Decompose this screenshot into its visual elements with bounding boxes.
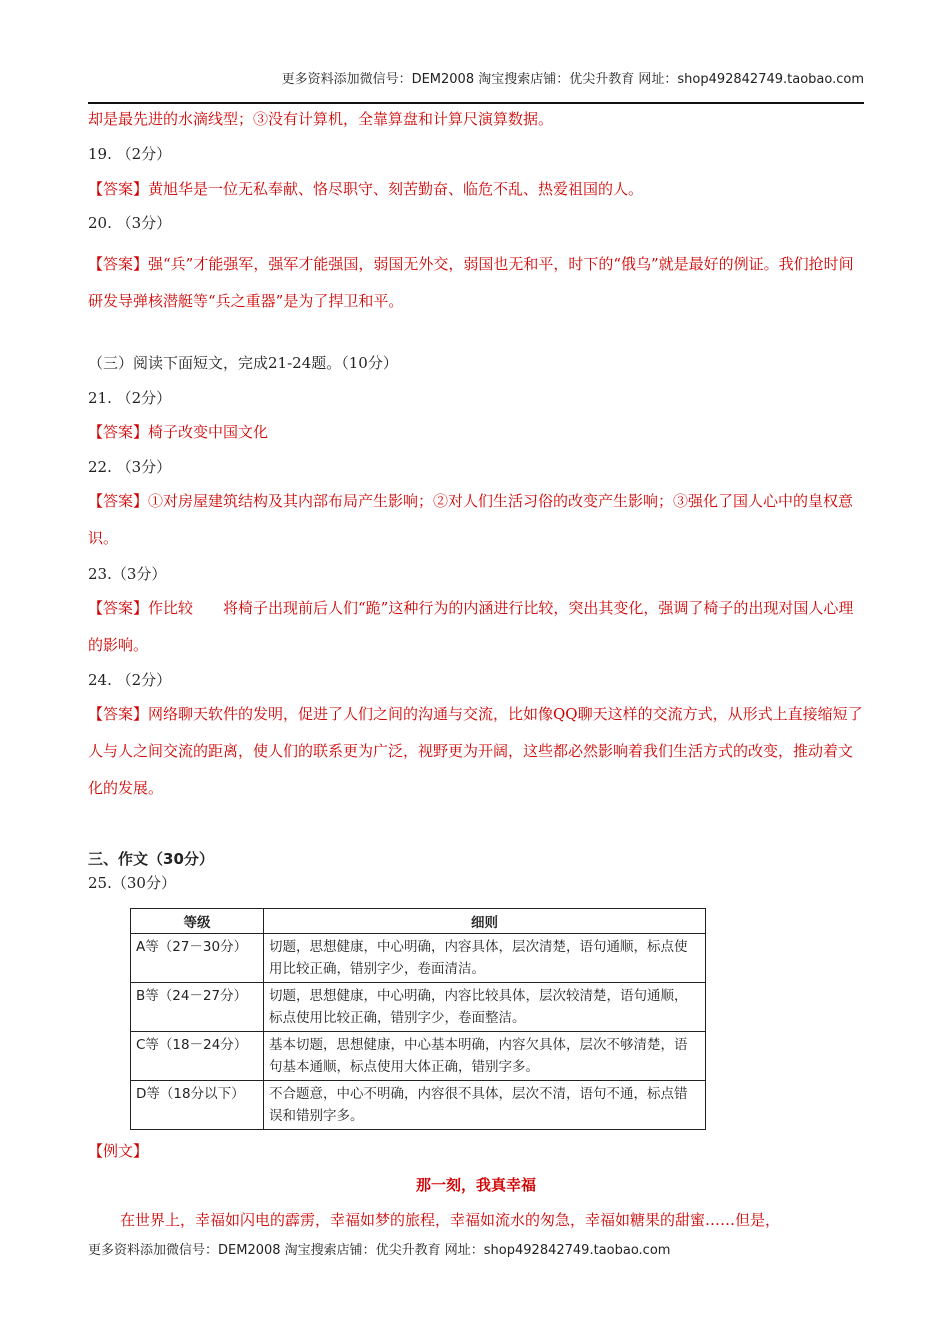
table-row: [131, 1081, 706, 1130]
question-19: 19. （2分）: [88, 145, 172, 163]
question-23: 23.（3分）: [88, 565, 167, 583]
essay-section-heading: 三、作文（30分）: [88, 850, 214, 868]
criteria-cell: 不合题意，中心不明确，内容很不具体，层次不清，语句不通，标点错误和错别字多。: [264, 1081, 706, 1130]
answer-19: 【答案】黄旭华是一位无私奉献、恪尽职守、刻苦勤奋、临危不乱、热爱祖国的人。: [88, 180, 644, 198]
question-25: 25.（30分）: [88, 874, 176, 892]
question-21: 21. （2分）: [88, 389, 172, 407]
section-3-heading: （三）阅读下面短文，完成21-24题。（10分）: [88, 354, 398, 372]
table-row: [131, 1032, 706, 1081]
page-footer: [88, 1239, 670, 1258]
criteria-cell: 基本切题，思想健康，中心基本明确，内容欠具体，层次不够清楚，语句基本通顺，标点使用大体正确，错别字多。: [264, 1032, 706, 1081]
grading-table: [130, 908, 706, 1130]
grade-cell: A等（27－30分）: [131, 934, 264, 983]
criteria-cell: 切题，思想健康，中心明确，内容比较具体，层次较清楚，语句通顺，标点使用比较正确，错别字少，卷面整洁。: [264, 983, 706, 1032]
grade-cell: B等（24－27分）: [131, 983, 264, 1032]
answer-24: 【答案】网络聊天软件的发明，促进了人们之间的沟通与交流，比如像QQ聊天这样的交流方式，从形式上直接缩短了人与人之间交流的距离，使人们的联系更为广泛，视野更为开阔，这些都必然影响着我们生活方式的改变，推动着文化的发展。: [88, 705, 863, 797]
header-text: 更多资料添加微信号：DEM2008 淘宝搜索店铺：优尖升教育 网址：shop492842749.taobao.com: [281, 72, 864, 87]
example-label: 【例文】: [88, 1142, 149, 1160]
header-criteria: 细则: [264, 909, 706, 934]
table-row: [131, 934, 706, 983]
answer-21: 【答案】椅子改变中国文化: [88, 423, 269, 441]
criteria-cell: 切题，思想健康，中心明确，内容具体，层次清楚，语句通顺，标点使用比较正确，错别字少，卷面清洁。: [264, 934, 706, 983]
answer-23: 【答案】作比较 将椅子出现前后人们“跪”这种行为的内涵进行比较，突出其变化，强调了椅子的出现对国人心理的影响。: [88, 599, 854, 654]
table-header-row: [131, 909, 706, 934]
page-header: [88, 66, 864, 104]
header-grade: 等级: [131, 909, 264, 934]
continued-answer-line: 却是最先进的水滴线型；③没有计算机，全靠算盘和计算尺演算数据。: [88, 110, 554, 128]
example-first-line: 在世界上，幸福如闪电的霹雳，幸福如梦的旅程，幸福如流水的匆急，幸福如糖果的甜蜜……但是，: [120, 1211, 781, 1229]
answer-22: 【答案】①对房屋建筑结构及其内部布局产生影响；②对人们生活习俗的改变产生影响；③强化了国人心中的皇权意识。: [88, 492, 854, 547]
question-24: 24. （2分）: [88, 671, 172, 689]
example-title: 那一刻，我真幸福: [415, 1176, 536, 1194]
table-row: [131, 983, 706, 1032]
footer-text: 更多资料添加微信号：DEM2008 淘宝搜索店铺：优尖升教育 网址：shop492842749.taobao.com: [88, 1243, 671, 1258]
question-20: 20. （3分）: [88, 214, 172, 232]
question-22: 22. （3分）: [88, 458, 172, 476]
grade-cell: D等（18分以下）: [131, 1081, 264, 1130]
grade-cell: C等（18－24分）: [131, 1032, 264, 1081]
answer-20: 【答案】强“兵”才能强军，强军才能强国，弱国无外交，弱国也无和平，时下的“俄乌”就是最好的例证。我们抢时间研发导弹核潜艇等“兵之重器”是为了捍卫和平。: [88, 255, 854, 310]
